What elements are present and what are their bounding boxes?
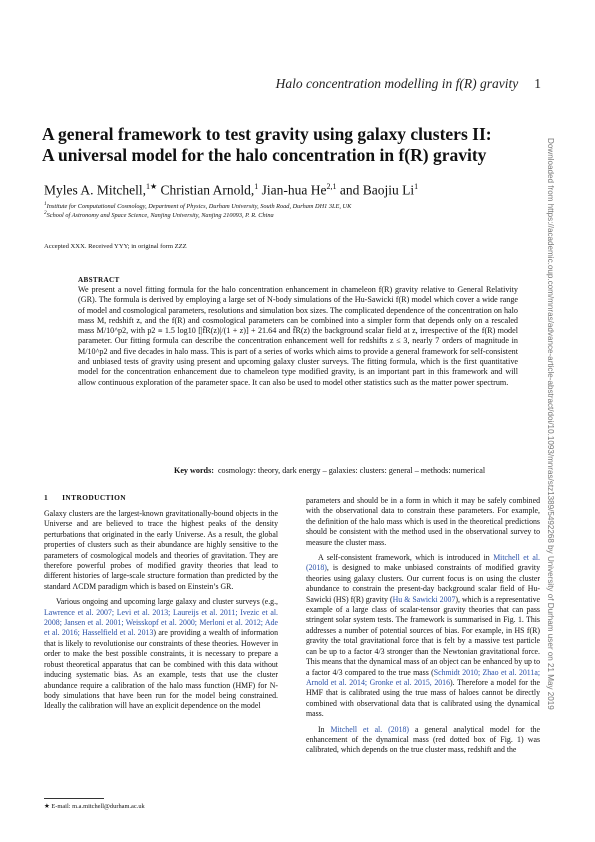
page-number: 1 bbox=[534, 76, 541, 91]
section-number: 1 bbox=[44, 493, 49, 502]
paragraph bbox=[306, 553, 540, 720]
column-left bbox=[44, 509, 278, 712]
footnote-email[interactable]: E-mail: m.a.mitchell@durham.ac.uk bbox=[51, 803, 145, 810]
footnote bbox=[44, 802, 145, 810]
running-title: Halo concentration modelling in f(R) gravity bbox=[275, 76, 519, 91]
abstract-heading: ABSTRACT bbox=[78, 276, 120, 284]
text-run: , is designed to make unbiased constraints of modified gravity theories using galaxy clusters. Our current focus is on using the cluster abundance to constrain the present-day background scalar field of Hu-Sawicki (HS) f(R) gravity ( bbox=[306, 563, 540, 604]
text-run: ), which is a representative example of a large class of scalar-tensor gravity theories that can pass stringent solar system tests. The framework is summarised in Fig. 1. This addresses a number of potential sources of bias. For example, in HS f(R) gravity the total gravitational force that is felt by a massive test particle can be up to a factor 4/3 stronger than the Newtonian gravitational force. This means that the dynamical mass of an object can be enhanced by up to a factor 4/3 compared to the true mass ( bbox=[306, 594, 540, 677]
author-name: Myles A. Mitchell, bbox=[44, 182, 146, 198]
affil-mark: 1 bbox=[44, 201, 47, 207]
keywords-text: cosmology: theory, dark energy – galaxies: clusters: general – methods: numerical bbox=[217, 466, 486, 475]
paragraph: Galaxy clusters are the largest-known gravitationally-bound objects in the Universe and are believed to trace the highest peaks of the density perturbations that originated in the early Universe. As a result, the global properties of clusters such as their abundance are highly sensitive to the parameters of cosmological models and theories of gravitation. They are therefore powerful probes of modified gravity theories that lead to different histories of large-scale structure formation than predicted by the standard ΛCDM paradigm which is based on Einstein’s GR. bbox=[44, 509, 278, 591]
author-name: Christian Arnold, bbox=[160, 182, 255, 198]
running-head bbox=[276, 76, 541, 92]
keywords bbox=[174, 466, 518, 476]
affil-text: Institute for Computational Cosmology, Department of Physics, Durham University, South Road, Durham DH1 3LE, UK bbox=[46, 203, 352, 211]
author-name: Jian-hua He bbox=[261, 182, 327, 198]
author-affil-mark: 1 bbox=[414, 182, 419, 191]
accepted-line: Accepted XXX. Received YYY; in original form ZZZ bbox=[44, 243, 187, 250]
affiliation-2 bbox=[44, 209, 274, 220]
footnote-mark: ★ bbox=[44, 803, 50, 810]
author-affil-mark: 2,1 bbox=[326, 182, 337, 191]
citation-link[interactable]: Schmidt 2010; Zhao et al. 2011a; Arnold et al. 2014; Gronke et al. 2015, 2016 bbox=[306, 667, 540, 687]
title-line-1: A general framework to test gravity using galaxy clusters II: bbox=[42, 124, 492, 144]
section-heading bbox=[44, 493, 126, 502]
text-run: A self-consistent framework, which is introduced in bbox=[318, 553, 490, 563]
text-run: Various ongoing and upcoming large galaxy and cluster surveys (e.g., bbox=[56, 597, 278, 607]
affil-text: School of Astronomy and Space Science, Nanjing University, Nanjing 210093, P. R. China bbox=[46, 212, 274, 220]
text-run: In bbox=[318, 724, 325, 734]
abstract-text: We present a novel fitting formula for the halo concentration enhancement in chameleon f(R) gravity relative to General Relativity (GR). The formula is derived by employing a large set of N-body simulations of the Hu-Sawicki f(R) model which cover a wide range of model and cosmological parameters, resolutions and simulation box sizes. The complicated dependence of the concentration on halo mass M, redshift z, and the f(R) and cosmological parameters can be combined into a simpler form that depends only on a rescaled mass M/10^p2, with p2 ≡ 1.5 log10 [|f̄R(z)|/(1 + z)] + 21.64 and f̄R(z) the background scalar field at z, irrespective of the f(R) model parameter. Our fitting formula can describe the concentration enhancement well for redshifts z ≤ 3, nearly 7 orders of magnitude in M/10^p2 and five decades in halo mass. This is part of a series of works which aims to provide a general framework for self-consistent and unbiased tests of gravity using present and upcoming galaxy cluster surveys. The fitting formula, which is the first quantitative model for the concentration enhancement due to chameleon type modified gravity, is an important part in this framework and will allow continuous exploration of the parameter space. It can also be used to model other statistics such as the matter power spectrum. bbox=[78, 285, 518, 387]
download-watermark: Downloaded from https://academic.oup.com/mnras/advance-article-abstract/doi/10.1093/mnras/stz1389/5492268 by University of Durham user on 21 May 2019 bbox=[546, 138, 555, 710]
author-affil-mark: 1 bbox=[254, 182, 259, 191]
citation-link[interactable]: Hu & Sawicki 2007 bbox=[392, 594, 456, 604]
author-name: and Baojiu Li bbox=[339, 182, 415, 198]
citation-link[interactable]: Mitchell et al. (2018) bbox=[330, 724, 410, 734]
affil-mark: 2 bbox=[44, 210, 47, 216]
keywords-label: Key words: bbox=[174, 466, 214, 475]
citation-link[interactable]: Lawrence et al. 2007; Levi et al. 2013; Laureijs et al. 2011; Ivezic et al. 2008; Jansen et al. 2001; Weisskopf et al. 2000; Merloni et al. 2012; Ade et al. 2016; Hasselfield et al. 2013 bbox=[44, 607, 278, 638]
author-affil-mark: 1★ bbox=[146, 182, 158, 191]
paper-title bbox=[42, 124, 512, 166]
author-list bbox=[44, 182, 418, 199]
paragraph bbox=[44, 597, 278, 711]
text-run: ). Therefore a model for the HMF that is calibrated using the true mass of haloes cannot be directly combined with observational data that is calibrated using the dynamical mass. bbox=[306, 677, 541, 719]
text-run: a general analytical model for the enhancement of the dynamical mass (red dotted box of Fig. 1) was calibrated, which depends on the true cluster mass, redshift and the bbox=[306, 724, 541, 755]
paragraph bbox=[306, 725, 540, 756]
title-line-2: A universal model for the halo concentration in f(R) gravity bbox=[42, 145, 487, 165]
footnote-rule bbox=[44, 798, 104, 799]
column-right bbox=[306, 496, 540, 756]
text-run: ) are providing a wealth of information that is likely to revolutionise our constraints of these theories. However in order to make the best possible constraints, it is necessary to prepare a robust theoretical apparatus that can be combined with this data without inducing systematic bias. As an example, tests that use the cluster abundance require a calibration of the halo mass function (HMF) for N-body simulations that have been run for the model being constrained. Ideally the calibration will have an explicit dependence on the model bbox=[44, 628, 278, 711]
paragraph: parameters and should be in a form in which it may be safely combined with the observational data to constrain these parameters. For example, the definition of the halo mass which is used in the theoretical predictions should be consistent with the method used in the observational survey to measure the cluster mass. bbox=[306, 496, 540, 547]
citation-link[interactable]: Mitchell et al. (2018) bbox=[306, 553, 540, 573]
section-title: INTRODUCTION bbox=[62, 493, 127, 502]
